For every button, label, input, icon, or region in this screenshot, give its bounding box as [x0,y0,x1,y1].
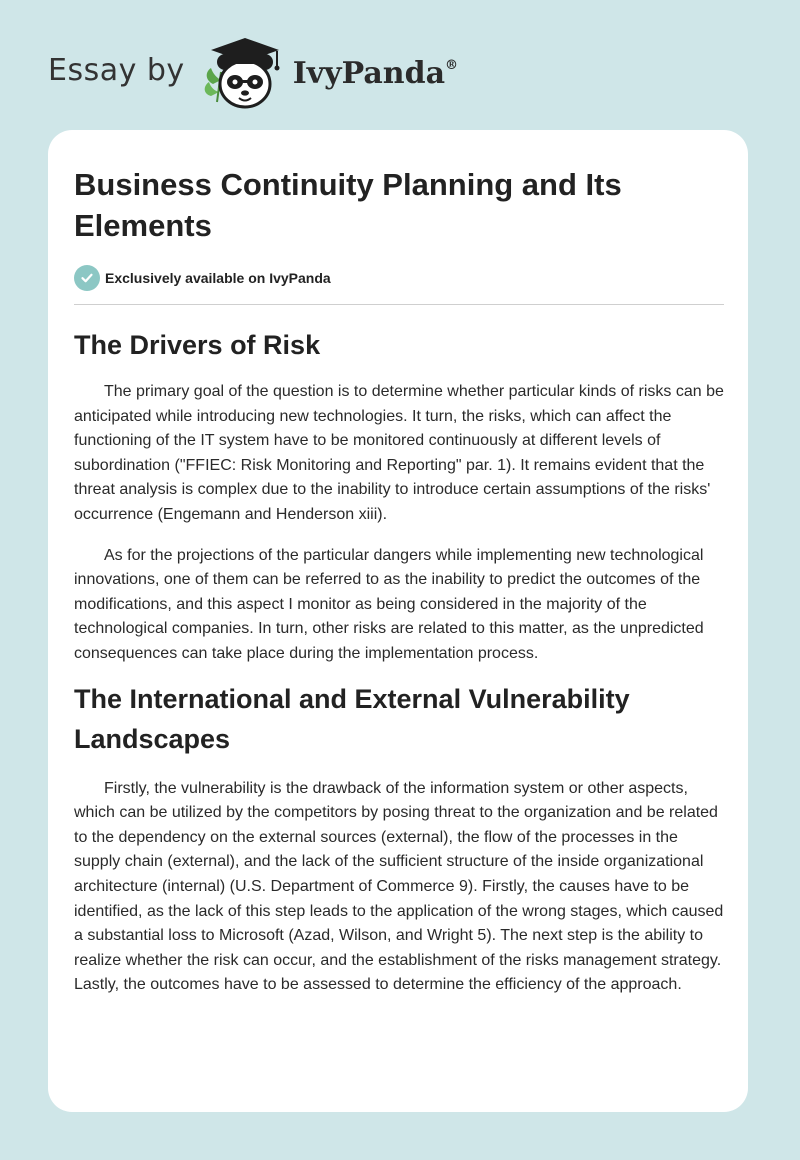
panda-logo-icon [199,32,289,112]
exclusive-badge [74,264,724,292]
page-title: Business Continuity Planning and Its Elements [74,167,622,243]
section-heading-drivers-of-risk: The Drivers of Risk [74,330,321,360]
brand-header [48,32,458,112]
check-badge-icon [74,265,100,291]
essay-by-label: Essay by [48,52,185,88]
paragraph: Firstly, the vulnerability is the drawback of the information system or other aspects, which can be utilized by the competitors by posing threat to the organization and be related to the dependency on the external sources (external), the flow of the processes in the supply chain (external), and the lack of the sufficient structure of the inside organizational architecture (internal) (U.S. Department of Commerce 9). Firstly, the causes have to be identified, as the lack of this step leads to the application of the wrong stages, which caused a substantial loss to Microsoft (Azad, Wilson, and Wright 5). The next step is the ability to realize whether the risk can occur, and the establishment of the risks management strategy. Lastly, the outcomes have to be assessed to determine the efficiency of the approach. [74,779,724,994]
divider [74,304,724,305]
registered-mark: ® [445,57,459,73]
paragraph: As for the projections of the particular dangers while implementing new technological innovations, one of them can be referred to as the inability to predict the outcomes of the modifications, and this aspect I monitor as being considered in the majority of the technological companies. In turn, other risks are related to this matter, as the unpredicted consequences can take place during the implementation process. [74,546,704,662]
brand-name [293,56,458,91]
brand-name-text: IvyPanda [292,55,446,91]
article-content [74,164,724,998]
paragraph: The primary goal of the question is to determine whether particular kinds of risks can be anticipated while introducing new technologies. It turn, the risks, which can affect the functioning of the IT system have to be monitored continuously at different levels of subordination ("FFIEC: Risk Monitoring and Reporting" par. 1). It remains evident that the threat analysis is complex due to the inability to introduce certain assumptions of the risks' occurrence (Engemann and Henderson xiii). [74,383,724,523]
exclusive-text: Exclusively available on IvyPanda [105,270,331,286]
article-card [48,130,748,1112]
section-heading-vulnerability-landscapes: The International and External Vulnerability Landscapes [74,683,630,754]
